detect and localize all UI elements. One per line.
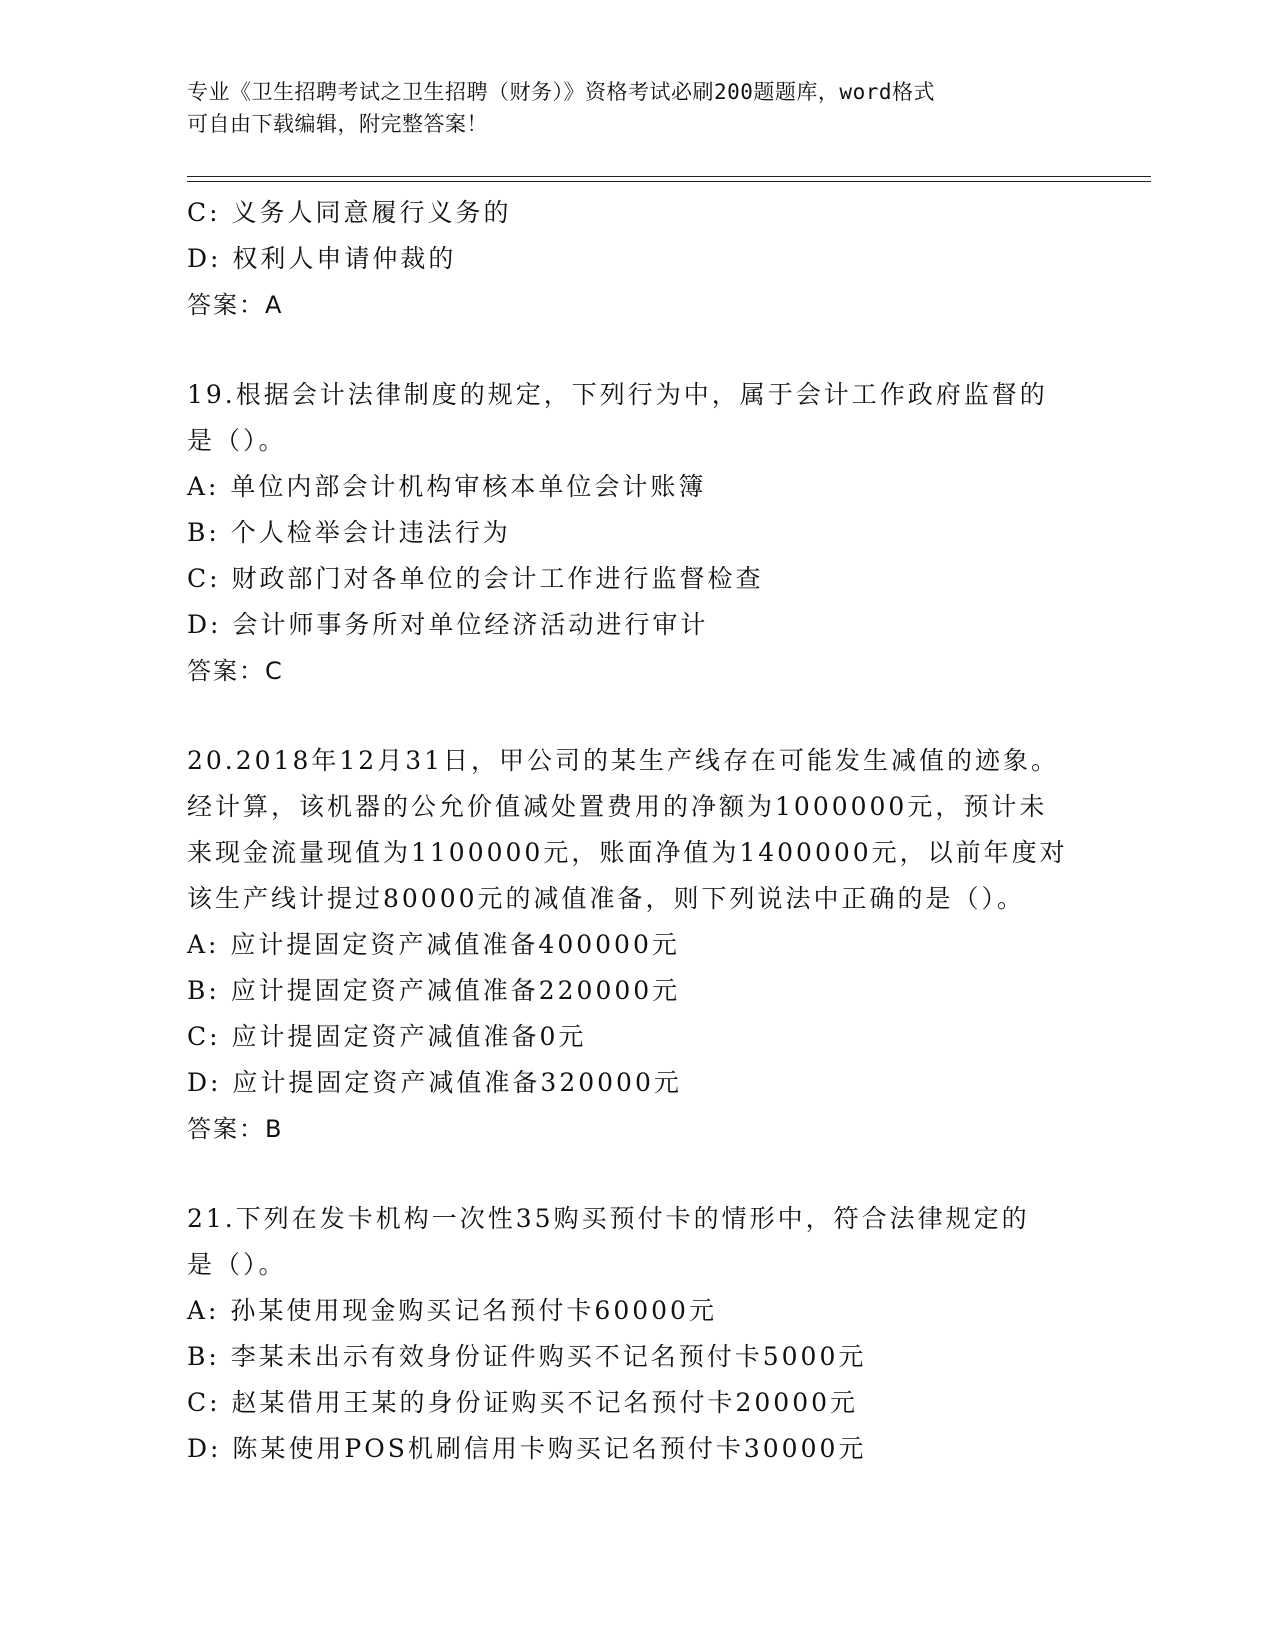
spacer xyxy=(187,328,1087,372)
option-c: C: 赵某借用王某的身份证购买不记名预付卡20000元 xyxy=(187,1388,859,1417)
question-19 xyxy=(187,372,1087,694)
option-a: A: 孙某使用现金购买记名预付卡60000元 xyxy=(187,1296,717,1325)
option-a: A: 单位内部会计机构审核本单位会计账簿 xyxy=(187,472,707,501)
question-21 xyxy=(187,1196,1087,1472)
question-stem: 是（）。 xyxy=(187,1250,287,1279)
option-c: C: 义务人同意履行义务的 xyxy=(187,198,512,227)
header-title-line-1: 专业《卫生招聘考试之卫生招聘（财务）》资格考试必刷200题题库，word格式 xyxy=(187,80,935,104)
option-d: D: 会计师事务所对单位经济活动进行审计 xyxy=(187,610,709,639)
question-stem: 经计算，该机器的公允价值减处置费用的净额为1000000元，预计未 xyxy=(187,792,1048,821)
question-stem: 19.根据会计法律制度的规定，下列行为中，属于会计工作政府监督的 xyxy=(187,380,1048,409)
question-stem: 是（）。 xyxy=(187,426,287,455)
option-d: D: 应计提固定资产减值准备320000元 xyxy=(187,1068,682,1097)
question-stem: 21.下列在发卡机构一次性35购买预付卡的情形中，符合法律规定的 xyxy=(187,1204,1030,1233)
page-header xyxy=(187,76,1067,140)
question-stem: 来现金流量现值为1100000元，账面净值为1400000元，以前年度对 xyxy=(187,838,1068,867)
spacer xyxy=(187,694,1087,738)
header-divider-bottom xyxy=(187,181,1151,182)
answer-line: 答案：B xyxy=(187,1115,284,1143)
question-list xyxy=(187,190,1087,1472)
question-18-tail xyxy=(187,190,1087,328)
question-stem: 20.2018年12月31日，甲公司的某生产线存在可能发生减值的迹象。 xyxy=(187,746,1060,775)
option-c: C: 财政部门对各单位的会计工作进行监督检查 xyxy=(187,564,764,593)
answer-line: 答案：A xyxy=(187,291,284,319)
question-20 xyxy=(187,738,1087,1152)
option-d: D: 权利人申请仲裁的 xyxy=(187,244,457,273)
header-divider-top xyxy=(187,176,1151,177)
header-title-line-2: 可自由下载编辑，附完整答案！ xyxy=(187,112,488,136)
option-a: A: 应计提固定资产减值准备400000元 xyxy=(187,930,680,959)
option-b: B: 李某未出示有效身份证件购买不记名预付卡5000元 xyxy=(187,1342,867,1371)
option-b: B: 应计提固定资产减值准备220000元 xyxy=(187,976,681,1005)
answer-line: 答案：C xyxy=(187,657,284,685)
spacer xyxy=(187,1152,1087,1196)
question-stem: 该生产线计提过80000元的减值准备，则下列说法中正确的是（）。 xyxy=(187,884,1026,913)
option-d: D: 陈某使用POS机刷信用卡购买记名预付卡30000元 xyxy=(187,1434,867,1463)
option-b: B: 个人检举会计违法行为 xyxy=(187,518,511,547)
option-c: C: 应计提固定资产减值准备0元 xyxy=(187,1022,587,1051)
